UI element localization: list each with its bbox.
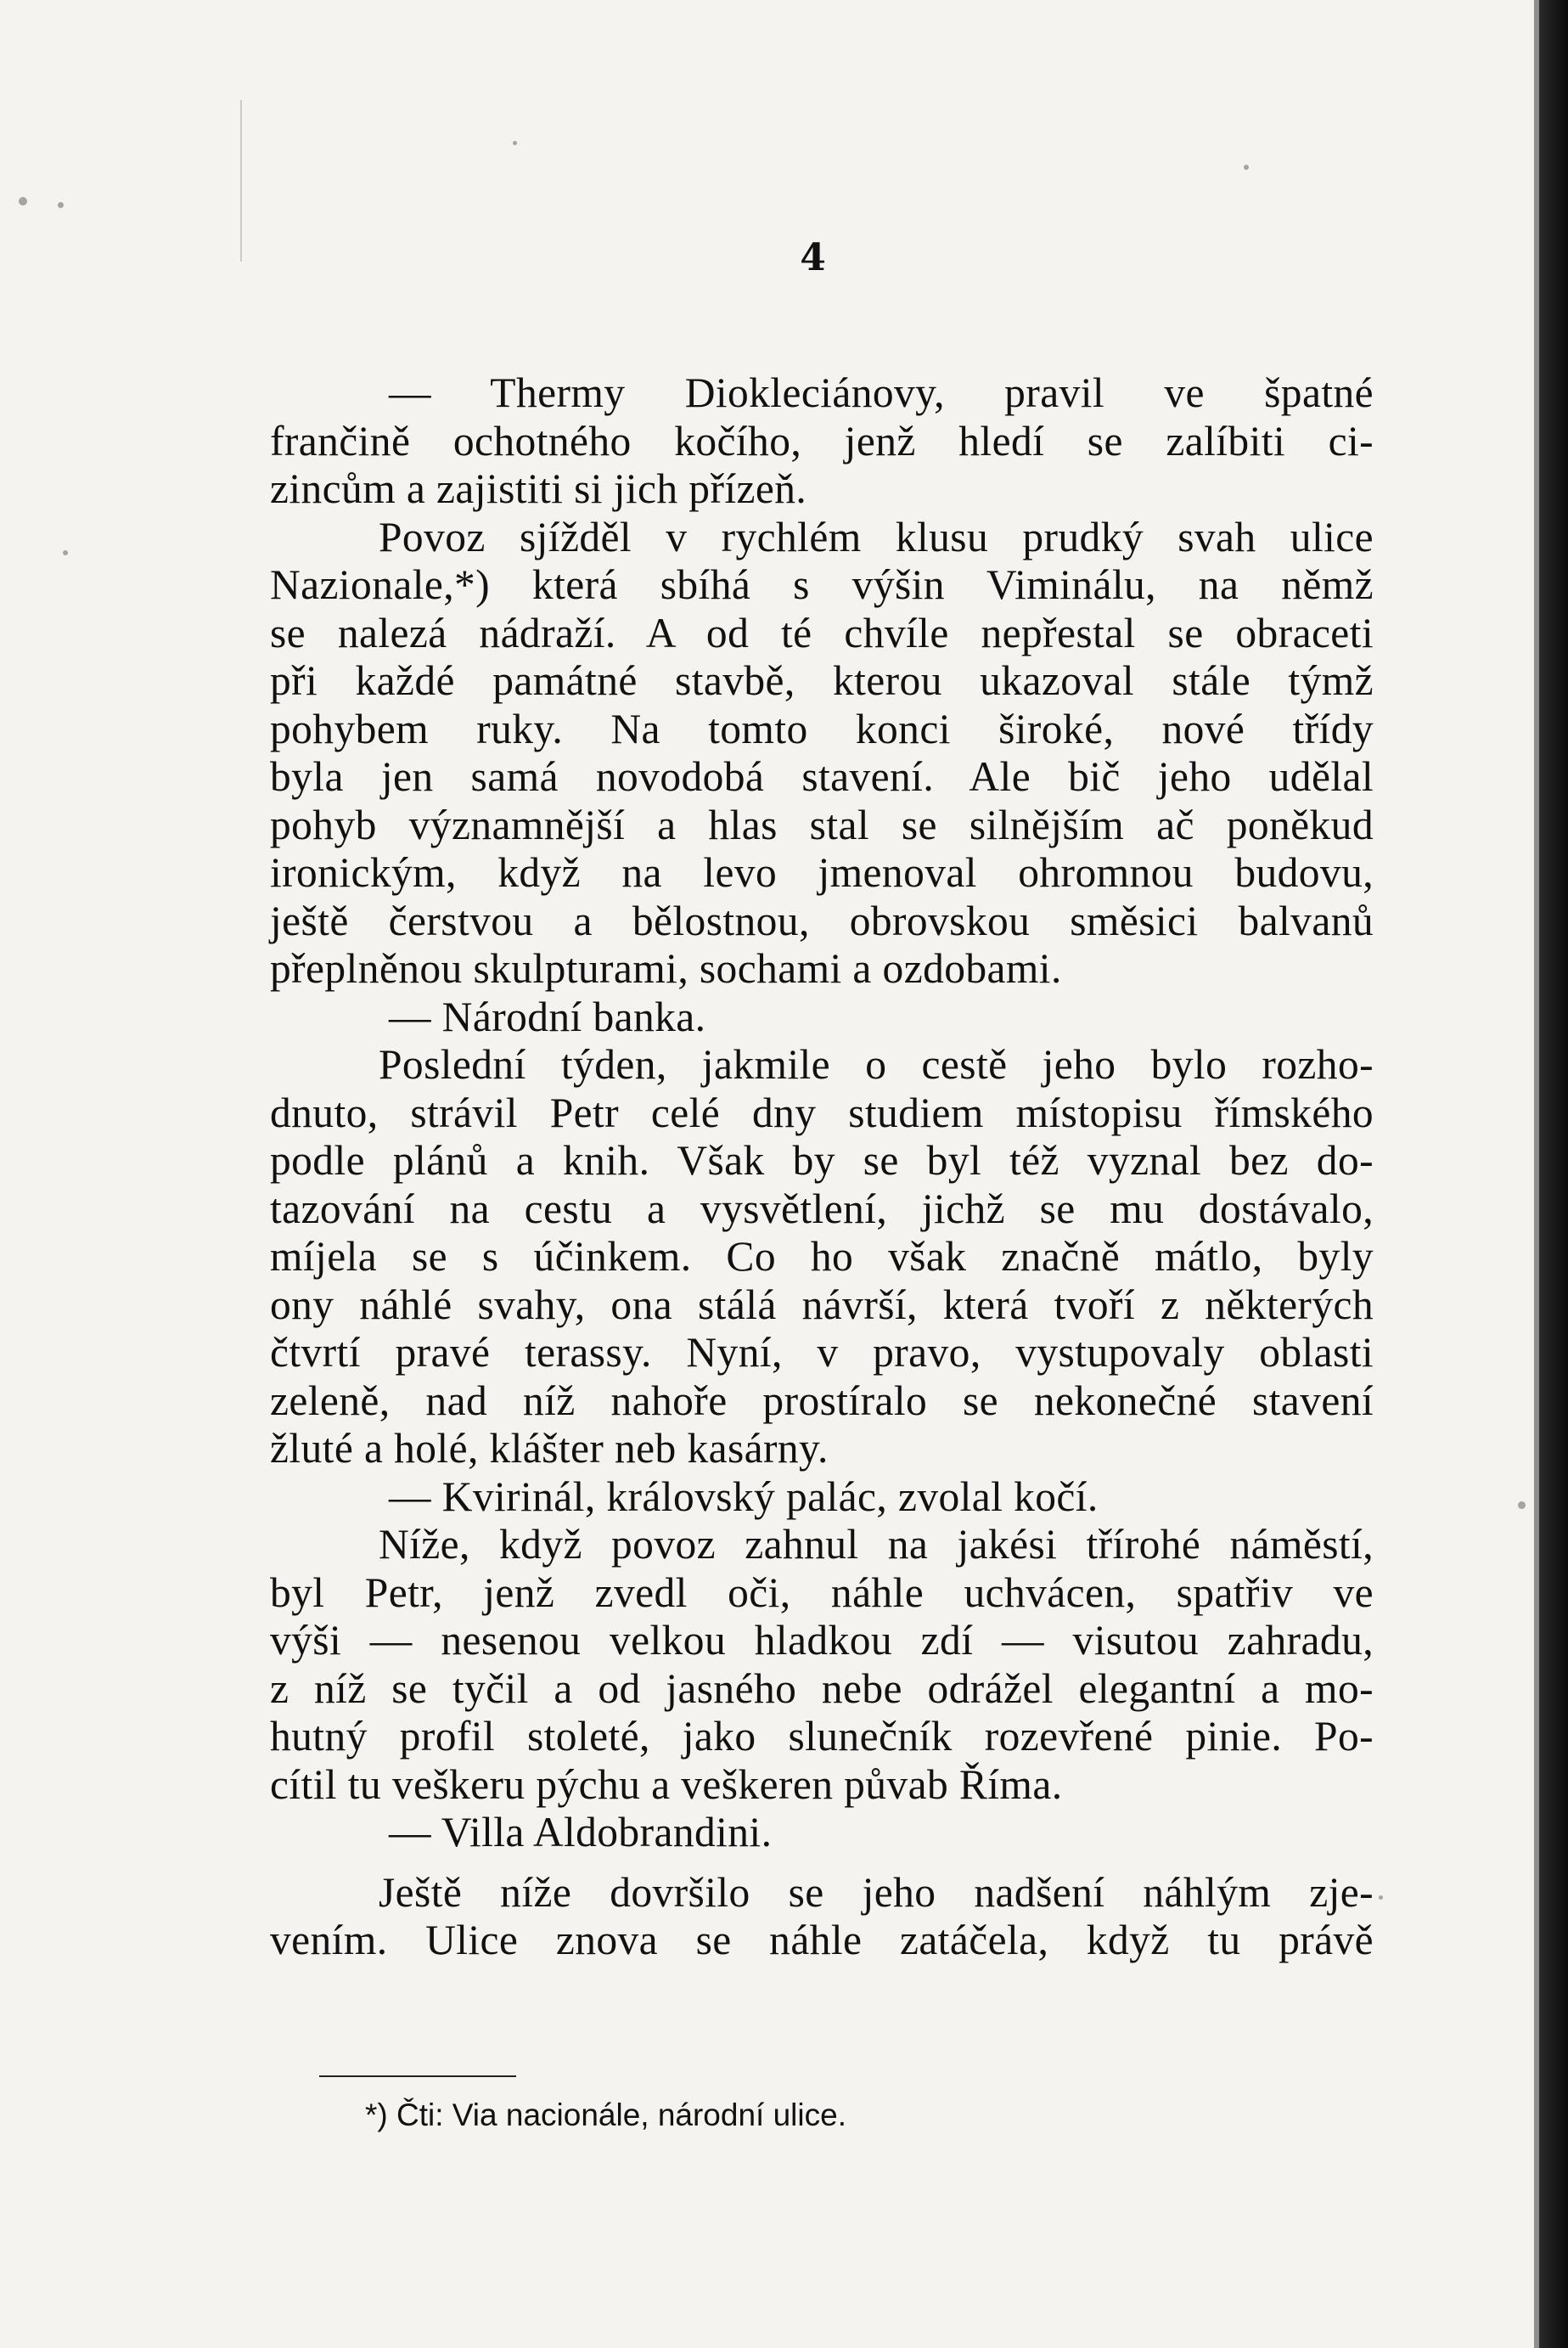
text-line: ironickým, když na levo jmenoval ohromnou budovu,	[270, 849, 1374, 896]
text-line: výši — nesenou velkou hladkou zdí — visutou zahradu,	[270, 1617, 1374, 1664]
text-line: se nalezá nádraží. A od té chvíle nepřestal se obraceti	[270, 609, 1374, 656]
text-line: zeleně, nad níž nahoře prostíralo se nekonečné stavení	[270, 1377, 1374, 1424]
text-line: čtvrtí pravé terassy. Nyní, v pravo, vystupovaly oblasti	[270, 1329, 1374, 1376]
text-line: přeplněnou skulpturami, sochami a ozdobami.	[270, 945, 1062, 992]
body-text	[270, 369, 1374, 1965]
footnote-divider	[319, 2075, 516, 2077]
text-line: ještě čerstvou a bělostnou, obrovskou směsici balvanů	[270, 897, 1374, 944]
text-line: pohyb významnější a hlas stal se silnějším ač poněkud	[270, 801, 1374, 848]
text-line: — Thermy Diokleciánovy, pravil ve špatné	[389, 369, 1374, 416]
text-line: při každé památné stavbě, kterou ukazoval stále týmž	[270, 657, 1374, 704]
text-line: z níž se tyčil a od jasného nebe odrážel elegantní a mo-	[270, 1664, 1374, 1712]
text-line: Povoz sjížděl v rychlém klusu prudký svah ulice	[379, 513, 1374, 560]
scan-speck	[19, 197, 27, 206]
text-line: byla jen samá novodobá stavení. Ale bič jeho udělal	[270, 753, 1374, 800]
text-line: dnuto, strávil Petr celé dny studiem místopisu římského	[270, 1089, 1374, 1136]
text-line: Níže, když povoz zahnul na jakési třírohé náměstí,	[379, 1521, 1374, 1568]
text-line: Poslední týden, jakmile o cestě jeho bylo rozho-	[379, 1041, 1374, 1088]
footnote: *) Čti: Via nacionále, národní ulice.	[365, 2097, 846, 2132]
text-line: žluté a holé, klášter neb kasárny.	[270, 1425, 829, 1472]
page-number: 4	[800, 236, 826, 279]
scan-speck	[1379, 1895, 1383, 1900]
scan-speck	[1518, 1501, 1526, 1509]
text-line: pohybem ruky. Na tomto konci široké, nové třídy	[270, 705, 1374, 752]
text-line: zincům a zajistiti si jich přízeň.	[270, 465, 807, 512]
paragraph-gap	[270, 1857, 1374, 1869]
text-line: hutný profil stoleté, jako slunečník rozevřené pinie. Po-	[270, 1713, 1374, 1760]
scan-speck	[1244, 165, 1249, 170]
text-line: Ještě níže dovršilo se jeho nadšení náhlým zje-	[379, 1868, 1374, 1916]
text-line: vením. Ulice znova se náhle zatáčela, když tu právě	[270, 1917, 1374, 1963]
text-line: míjela se s účinkem. Co ho však značně mátlo, byly	[270, 1233, 1374, 1280]
text-line: podle plánů a knih. Však by se byl též vyznal bez do-	[270, 1137, 1374, 1184]
text-line: — Villa Aldobrandini.	[389, 1809, 773, 1855]
scan-border	[1539, 0, 1568, 2348]
text-line: Nazionale,*) která sbíhá s výšin Viminálu, na němž	[270, 561, 1374, 608]
scan-speck	[58, 202, 64, 208]
text-line: tazování na cestu a vysvětlení, jichž se mu dostávalo,	[270, 1185, 1374, 1232]
text-line: frančině ochotného kočího, jenž hledí se zalíbiti ci-	[270, 417, 1374, 465]
text-line: — Kvirinál, královský palác, zvolal kočí.	[389, 1472, 1099, 1520]
text-line: — Národní banka.	[389, 993, 706, 1040]
text-line: cítil tu veškeru pýchu a veškeren půvab Říma.	[270, 1760, 1063, 1808]
scan-speck	[63, 550, 68, 555]
text-line: byl Petr, jenž zvedl oči, náhle uchvácen, spatřiv ve	[270, 1568, 1374, 1616]
text-line: ony náhlé svahy, ona stálá návrší, která tvoří z některých	[270, 1281, 1374, 1328]
scan-speck	[513, 141, 517, 145]
